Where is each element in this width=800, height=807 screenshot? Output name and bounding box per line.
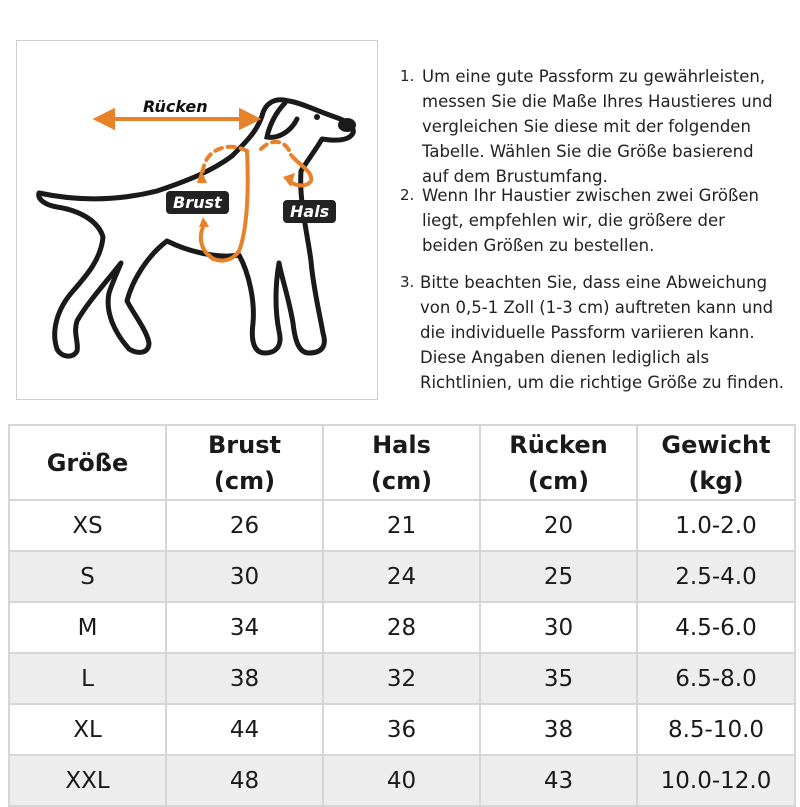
- note-number: 3.: [400, 273, 415, 291]
- dog-eye: [314, 114, 320, 120]
- table-row: [9, 500, 795, 551]
- cell-neck: 21: [323, 500, 480, 551]
- header-size: Größe: [9, 425, 166, 500]
- cell-weight: 2.5-4.0: [637, 551, 795, 602]
- cell-neck: 28: [323, 602, 480, 653]
- cell-chest: 48: [166, 755, 323, 806]
- table-row: [9, 653, 795, 704]
- cell-weight: 4.5-6.0: [637, 602, 795, 653]
- note-3: [400, 270, 800, 395]
- note-1: [400, 64, 782, 189]
- cell-back: 35: [480, 653, 637, 704]
- table-row: [9, 602, 795, 653]
- table-row: [9, 704, 795, 755]
- cell-chest: 26: [166, 500, 323, 551]
- size-chart-table: [8, 424, 796, 807]
- cell-back: 38: [480, 704, 637, 755]
- cell-back: 25: [480, 551, 637, 602]
- table-row: [9, 755, 795, 806]
- note-2: [400, 183, 782, 258]
- cell-weight: 8.5-10.0: [637, 704, 795, 755]
- cell-weight: 6.5-8.0: [637, 653, 795, 704]
- cell-size: M: [9, 602, 166, 653]
- note-text: Um eine gute Passform zu gewährleisten, messen Sie die Maße Ihres Haustieres und vergleichen Sie diese mit der folgenden Tabelle. Wählen Sie die Größe basierend auf dem Brustumfang.: [422, 67, 773, 186]
- cell-size: XL: [9, 704, 166, 755]
- cell-chest: 34: [166, 602, 323, 653]
- dog-body-outline: [39, 100, 354, 356]
- cell-size: XS: [9, 500, 166, 551]
- note-number: 2.: [400, 186, 415, 204]
- header-neck: Hals (cm): [323, 425, 480, 500]
- cell-neck: 36: [323, 704, 480, 755]
- cell-size: S: [9, 551, 166, 602]
- note-text: Bitte beachten Sie, dass eine Abweichung von 0,5-1 Zoll (1-3 cm) auftreten kann und die individuelle Passform variieren kann. Diese Angaben dienen lediglich als Richtlinien, um die richtige Größe zu finden.: [420, 273, 785, 392]
- cell-chest: 44: [166, 704, 323, 755]
- cell-back: 43: [480, 755, 637, 806]
- header-chest: Brust (cm): [166, 425, 323, 500]
- cell-back: 20: [480, 500, 637, 551]
- cell-weight: 10.0-12.0: [637, 755, 795, 806]
- cell-size: XXL: [9, 755, 166, 806]
- table-row: [9, 551, 795, 602]
- chest-arrow-head-bottom: [199, 217, 209, 227]
- cell-size: L: [9, 653, 166, 704]
- neck-label: Hals: [283, 200, 336, 223]
- header-weight: Gewicht (kg): [637, 425, 795, 500]
- header-back: Rücken (cm): [480, 425, 637, 500]
- note-number: 1.: [400, 67, 415, 85]
- measurement-diagram: [16, 40, 378, 400]
- cell-chest: 38: [166, 653, 323, 704]
- table-header-row: [9, 425, 795, 500]
- chest-label: Brust: [166, 191, 229, 214]
- cell-neck: 32: [323, 653, 480, 704]
- cell-back: 30: [480, 602, 637, 653]
- cell-neck: 24: [323, 551, 480, 602]
- cell-neck: 40: [323, 755, 480, 806]
- back-label: Rücken: [143, 97, 208, 116]
- dog-nose: [338, 118, 356, 132]
- dog-ear-outline: [267, 103, 297, 137]
- cell-weight: 1.0-2.0: [637, 500, 795, 551]
- cell-chest: 30: [166, 551, 323, 602]
- note-text: Wenn Ihr Haustier zwischen zwei Größen liegt, empfehlen wir, die größere der beiden Größen zu bestellen.: [422, 186, 759, 255]
